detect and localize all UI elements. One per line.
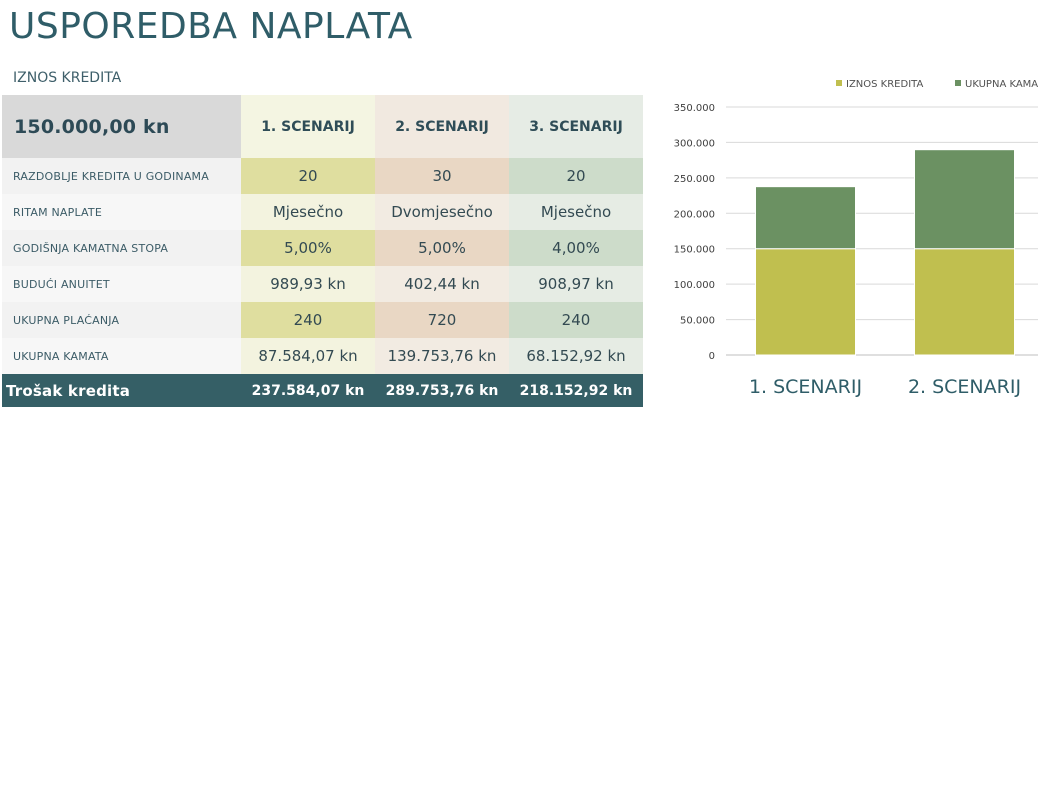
bar-principal — [756, 249, 856, 355]
row-label: GODIŠNJA KAMATNA STOPA — [2, 230, 241, 266]
row-label: UKUPNA PLAĆANJA — [2, 302, 241, 338]
cell-scenario-2[interactable]: 5,00% — [375, 230, 509, 266]
cell-scenario-1[interactable]: Mjesečno — [241, 194, 375, 230]
table-row — [2, 302, 643, 338]
bar-interest — [756, 187, 856, 249]
table-row — [2, 338, 643, 374]
x-category-label: 1. SCENARIJ — [748, 376, 863, 398]
loan-amount-label: IZNOS KREDITA — [13, 70, 122, 86]
y-tick-label: 200.000 — [673, 209, 715, 221]
cell-scenario-1[interactable]: 87.584,07 kn — [241, 338, 375, 374]
bar-principal — [915, 249, 1015, 355]
chart-canvas — [640, 66, 1038, 406]
loan-cost-chart[interactable] — [640, 66, 1038, 406]
cell-scenario-3[interactable]: 68.152,92 kn — [509, 338, 643, 374]
cell-scenario-2[interactable]: Dvomjesečno — [375, 194, 509, 230]
cell-scenario-1[interactable]: 240 — [241, 302, 375, 338]
table-row — [2, 158, 643, 194]
y-tick-label: 150.000 — [673, 244, 715, 256]
total-scenario-1[interactable]: 237.584,07 kn — [241, 374, 375, 407]
total-label: Trošak kredita — [2, 374, 241, 407]
scenario-2-header[interactable]: 2. SCENARIJ — [375, 95, 509, 158]
y-tick-label: 50.000 — [680, 315, 715, 327]
legend-swatch — [955, 80, 961, 86]
y-tick-label: 350.000 — [673, 103, 715, 114]
cell-scenario-2[interactable]: 402,44 kn — [375, 266, 509, 302]
cell-scenario-3[interactable]: 20 — [509, 158, 643, 194]
legend-label: IZNOS KREDITA — [846, 79, 924, 90]
cell-scenario-2[interactable]: 139.753,76 kn — [375, 338, 509, 374]
cell-scenario-2[interactable]: 720 — [375, 302, 509, 338]
bar-interest — [915, 150, 1015, 249]
comparison-table — [2, 95, 643, 407]
cell-scenario-1[interactable]: 989,93 kn — [241, 266, 375, 302]
row-label: UKUPNA KAMATA — [2, 338, 241, 374]
legend-label: UKUPNA KAMA — [965, 79, 1038, 90]
cell-scenario-3[interactable]: 908,97 kn — [509, 266, 643, 302]
cell-scenario-2[interactable]: 30 — [375, 158, 509, 194]
cell-scenario-3[interactable]: Mjesečno — [509, 194, 643, 230]
total-scenario-2[interactable]: 289.753,76 kn — [375, 374, 509, 407]
y-tick-label: 250.000 — [673, 173, 715, 185]
cell-scenario-1[interactable]: 5,00% — [241, 230, 375, 266]
table-row — [2, 194, 643, 230]
row-label: BUDUĆI ANUITET — [2, 266, 241, 302]
total-scenario-3[interactable]: 218.152,92 kn — [509, 374, 643, 407]
row-label: RITAM NAPLATE — [2, 194, 241, 230]
scenario-1-header[interactable]: 1. SCENARIJ — [241, 95, 375, 158]
loan-amount-value[interactable]: 150.000,00 kn — [2, 95, 241, 158]
y-tick-label: 300.000 — [673, 138, 715, 150]
scenario-3-header[interactable]: 3. SCENARIJ — [509, 95, 643, 158]
x-category-label: 2. SCENARIJ — [907, 376, 1022, 398]
row-label: RAZDOBLJE KREDITA U GODINAMA — [2, 158, 241, 194]
cell-scenario-3[interactable]: 4,00% — [509, 230, 643, 266]
page-title: USPOREDBA NAPLATA — [9, 6, 413, 47]
y-tick-label: 100.000 — [673, 280, 715, 292]
table-header-row — [2, 95, 643, 158]
cell-scenario-1[interactable]: 20 — [241, 158, 375, 194]
table-row — [2, 266, 643, 302]
legend-swatch — [836, 80, 842, 86]
total-row — [2, 374, 643, 407]
cell-scenario-3[interactable]: 240 — [509, 302, 643, 338]
table-row — [2, 230, 643, 266]
y-tick-label: 0 — [708, 351, 715, 362]
